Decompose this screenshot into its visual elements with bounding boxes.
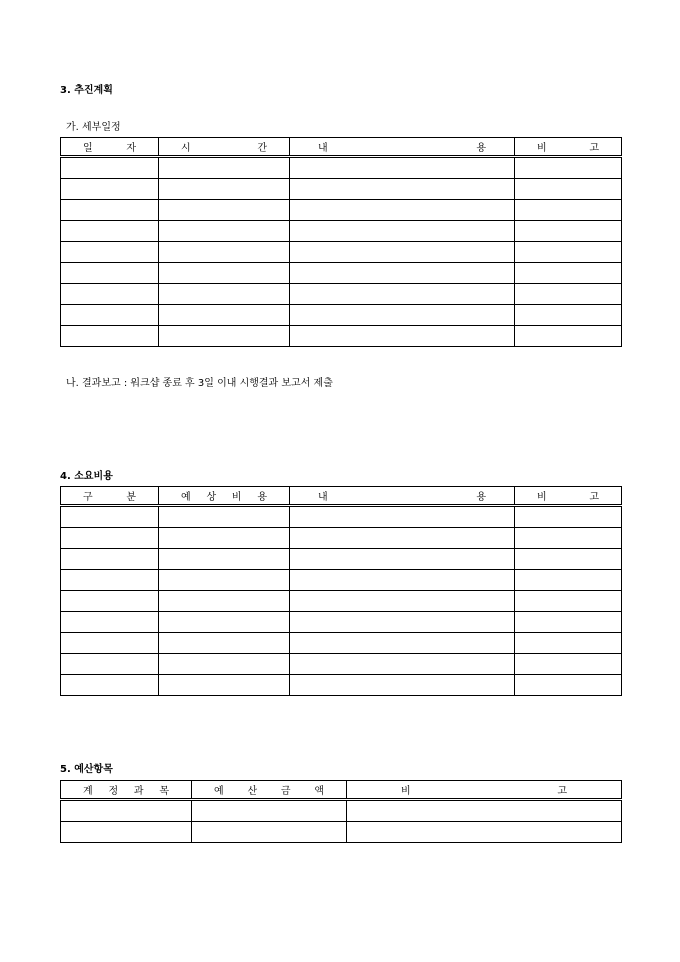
table-cell (61, 570, 159, 591)
header-budget-amount-text (192, 782, 346, 797)
table-cell (159, 612, 290, 633)
budget-table (60, 780, 622, 843)
header-remarks-text (347, 782, 621, 797)
header-remarks-text (515, 139, 621, 154)
cost-table (60, 486, 622, 696)
table-cell (159, 221, 290, 242)
table-row (61, 179, 622, 200)
table-cell (61, 633, 159, 654)
table-cell (290, 633, 515, 654)
header-category-char: 구 (83, 492, 93, 503)
table-cell (61, 221, 159, 242)
table-cell (290, 305, 515, 326)
col-header-date (61, 138, 159, 157)
table-cell (159, 179, 290, 200)
table-cell (159, 570, 290, 591)
header-time-char: 시 (181, 143, 191, 154)
header-budget-amount-char: 액 (314, 786, 324, 797)
table-cell (61, 675, 159, 696)
header-remarks-text (515, 488, 621, 503)
table-cell (159, 326, 290, 347)
table-row (61, 800, 622, 822)
header-remarks-char: 비 (401, 786, 411, 797)
table-cell (159, 284, 290, 305)
table-cell (515, 200, 622, 221)
col-header-estimated-cost (159, 487, 290, 506)
table-cell (515, 179, 622, 200)
table-row (61, 157, 622, 179)
table-row (61, 675, 622, 696)
table-cell (290, 242, 515, 263)
section-title-cost: 4. 소요비용 (60, 471, 113, 482)
table-cell (159, 675, 290, 696)
header-account-text (61, 782, 191, 797)
header-account-char: 목 (159, 786, 169, 797)
table-cell (61, 242, 159, 263)
header-date-text (61, 139, 158, 154)
header-remarks-char: 고 (557, 786, 567, 797)
header-estimated-cost-char: 예 (181, 492, 191, 503)
header-content-char: 용 (476, 143, 486, 154)
header-content-char: 내 (318, 143, 328, 154)
table-cell (159, 242, 290, 263)
table-row (61, 506, 622, 528)
table-cell (290, 263, 515, 284)
col-header-content (290, 487, 515, 506)
table-row (61, 591, 622, 612)
header-estimated-cost-char: 상 (206, 492, 217, 503)
table-cell (515, 157, 622, 179)
table-cell (290, 506, 515, 528)
table-cell (290, 326, 515, 347)
table-row (61, 284, 622, 305)
table-cell (159, 200, 290, 221)
table-row (61, 570, 622, 591)
table-row (61, 612, 622, 633)
header-date-char: 자 (126, 143, 136, 154)
header-estimated-cost-text (159, 488, 289, 503)
header-budget-amount-char: 산 (247, 786, 258, 797)
table-cell (61, 263, 159, 284)
header-remarks-char: 비 (537, 492, 547, 503)
table-row (61, 263, 622, 284)
table-row (61, 822, 622, 843)
table-row (61, 326, 622, 347)
header-budget-amount-char: 예 (214, 786, 224, 797)
table-cell (61, 157, 159, 179)
table-row (61, 633, 622, 654)
table-cell (515, 221, 622, 242)
table-cell (61, 591, 159, 612)
col-header-category (61, 487, 159, 506)
table-cell (192, 800, 347, 822)
table-cell (192, 822, 347, 843)
subsection-title-schedule: 가. 세부일정 (66, 122, 121, 133)
col-header-content (290, 138, 515, 157)
header-category-char: 분 (126, 492, 136, 503)
table-cell (159, 549, 290, 570)
col-header-account (61, 781, 192, 800)
table-cell (515, 305, 622, 326)
section-title-plan: 3. 추진계획 (60, 85, 113, 96)
schedule-table (60, 137, 622, 347)
table-cell (290, 528, 515, 549)
table-cell (61, 284, 159, 305)
table-cell (159, 633, 290, 654)
header-remarks-char: 고 (589, 143, 599, 154)
header-content-text (290, 139, 514, 154)
table-cell (515, 284, 622, 305)
table-cell (61, 200, 159, 221)
header-category-text (61, 488, 158, 503)
header-estimated-cost-char: 용 (257, 492, 267, 503)
table-cell (515, 326, 622, 347)
header-account-char: 과 (133, 786, 144, 797)
table-cell (61, 800, 192, 822)
table-cell (290, 179, 515, 200)
header-date-char: 일 (83, 143, 93, 154)
header-estimated-cost-char: 비 (231, 492, 242, 503)
col-header-budget-amount (192, 781, 347, 800)
table-cell (515, 549, 622, 570)
table-cell (290, 675, 515, 696)
table-cell (515, 591, 622, 612)
table-cell (515, 506, 622, 528)
table-cell (290, 549, 515, 570)
table-cell (61, 549, 159, 570)
table-cell (290, 200, 515, 221)
header-account-char: 계 (83, 786, 93, 797)
header-time-char: 간 (257, 143, 267, 154)
table-cell (290, 284, 515, 305)
table-cell (159, 263, 290, 284)
section-title-budget: 5. 예산항목 (60, 764, 113, 775)
header-remarks-char: 비 (537, 143, 547, 154)
table-cell (290, 654, 515, 675)
table-cell (515, 654, 622, 675)
header-account-char: 정 (108, 786, 119, 797)
table-cell (159, 305, 290, 326)
table-cell (61, 528, 159, 549)
table-row (61, 200, 622, 221)
table-cell (290, 612, 515, 633)
table-cell (61, 822, 192, 843)
table-cell (61, 179, 159, 200)
table-cell (159, 591, 290, 612)
table-cell (515, 242, 622, 263)
table-cell (515, 570, 622, 591)
header-content-char: 내 (318, 492, 328, 503)
header-content-char: 용 (476, 492, 486, 503)
col-header-time (159, 138, 290, 157)
table-row (61, 221, 622, 242)
table-cell (61, 506, 159, 528)
table-cell (347, 800, 622, 822)
table-cell (290, 157, 515, 179)
table-cell (159, 528, 290, 549)
col-header-remarks (515, 487, 622, 506)
header-remarks-char: 고 (589, 492, 599, 503)
header-content-text (290, 488, 514, 503)
table-row (61, 305, 622, 326)
col-header-remarks (515, 138, 622, 157)
table-row (61, 549, 622, 570)
header-budget-amount-char: 금 (280, 786, 291, 797)
table-cell (290, 221, 515, 242)
table-cell (61, 612, 159, 633)
table-cell (515, 528, 622, 549)
table-cell (515, 675, 622, 696)
table-row (61, 242, 622, 263)
table-cell (61, 326, 159, 347)
table-cell (61, 305, 159, 326)
table-cell (347, 822, 622, 843)
table-cell (290, 570, 515, 591)
table-cell (159, 157, 290, 179)
table-row (61, 654, 622, 675)
header-time-text (159, 139, 289, 154)
table-cell (515, 263, 622, 284)
table-cell (515, 612, 622, 633)
table-row (61, 528, 622, 549)
table-cell (159, 654, 290, 675)
col-header-remarks (347, 781, 622, 800)
table-cell (515, 633, 622, 654)
table-cell (61, 654, 159, 675)
table-cell (159, 506, 290, 528)
result-report-note: 나. 결과보고 : 워크샵 종료 후 3일 이내 시행결과 보고서 제출 (66, 378, 333, 389)
table-cell (290, 591, 515, 612)
